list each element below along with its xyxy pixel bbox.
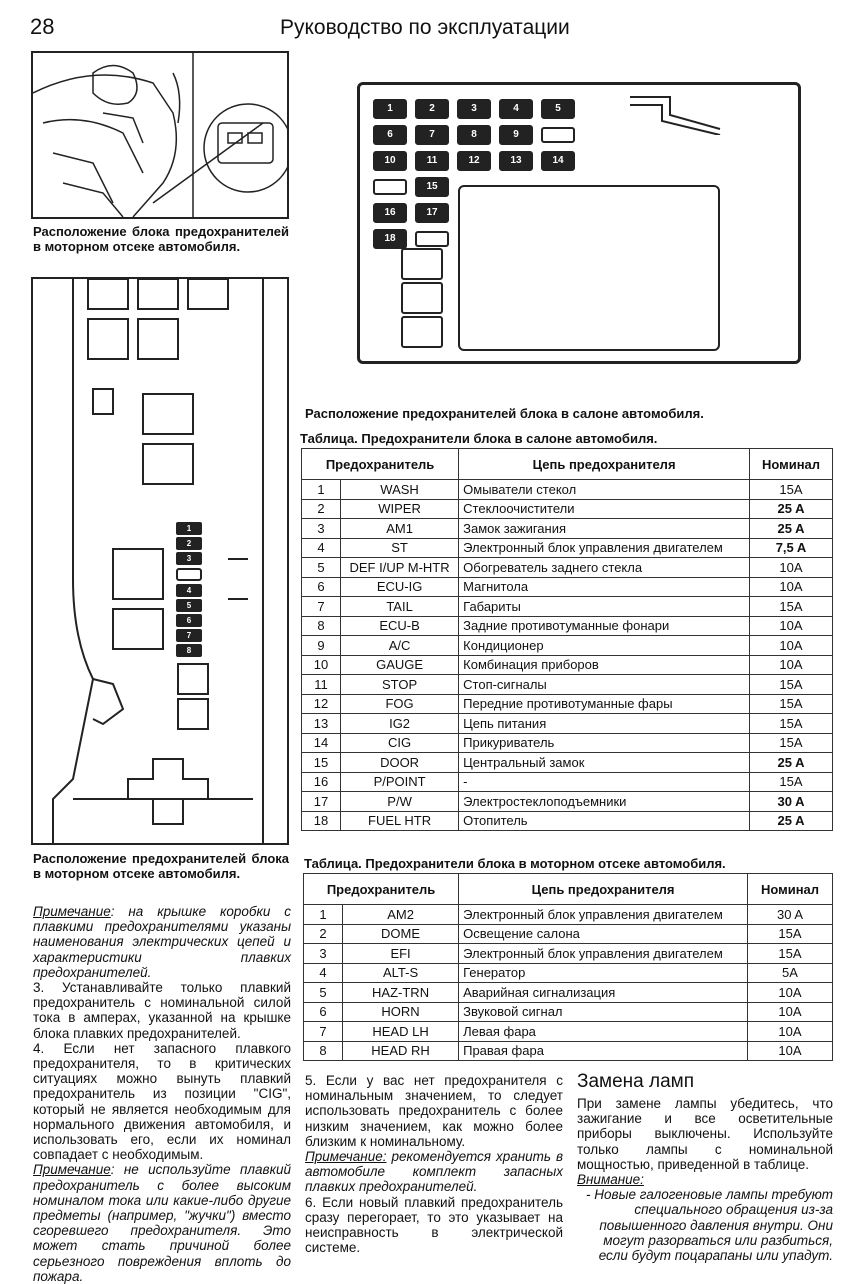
- engine-fuse-3: 3: [176, 552, 202, 565]
- fuse-rating: 10A: [748, 1022, 833, 1042]
- table-row: [302, 811, 833, 831]
- table-row: [304, 1022, 833, 1042]
- figure2-caption: Расположение предохранителей блока в моторном отсеке автомобиля.: [33, 851, 289, 881]
- col-header-circuit: Цепь предохранителя: [459, 874, 748, 905]
- fuse-name: EFI: [343, 944, 459, 964]
- col-header-circuit: Цепь предохранителя: [459, 449, 750, 480]
- note2-body: : не используйте плавкий предохранитель с более высоким номиналом тока или какие-либо другие предметы (например, "жучки") вместо сгоревшего предохранителя. Это может стать причиной более серьезного повреждения вплоть до пожара.: [33, 1162, 291, 1284]
- cabin-fuse-15: 15: [415, 177, 449, 197]
- cabin-fuse-9: 9: [499, 125, 533, 145]
- engine-table-caption: Таблица. Предохранители блока в моторном отсеке автомобиля.: [304, 856, 726, 871]
- fuse-circuit: Магнитола: [459, 577, 750, 597]
- table-row: [304, 1002, 833, 1022]
- fuse-rating: 15A: [750, 694, 833, 714]
- fuse-rating: 7,5 A: [750, 538, 833, 558]
- figure1-caption: Расположение блока предохранителей в моторном отсеке автомобиля.: [33, 224, 289, 254]
- engine-fuse-table: [303, 873, 833, 1061]
- table-row: [302, 733, 833, 753]
- fuse-rating: 15A: [750, 733, 833, 753]
- fuse-number: 10: [302, 655, 341, 675]
- col-header-rating: Номинал: [748, 874, 833, 905]
- fuse-name: ALT-S: [343, 963, 459, 983]
- relay-slot: [401, 316, 443, 348]
- col-header-fuse: Предохранитель: [302, 449, 459, 480]
- fuse-name: FOG: [341, 694, 459, 714]
- fuse-name: HEAD LH: [343, 1022, 459, 1042]
- table-row: [302, 499, 833, 519]
- fuse-rating: 10A: [748, 1002, 833, 1022]
- fuse-circuit: Цепь питания: [459, 714, 750, 734]
- cabin-fuse-16: 16: [373, 203, 407, 223]
- cabin-fuse-13: 13: [499, 151, 533, 171]
- fuse-name: GAUGE: [341, 655, 459, 675]
- fuse-name: HORN: [343, 1002, 459, 1022]
- fuse-rating: 15A: [750, 597, 833, 617]
- engine-fuse-7: 7: [176, 629, 202, 642]
- cabin-fuse-10: 10: [373, 151, 407, 171]
- fuse-name: P/W: [341, 792, 459, 812]
- fuse-circuit: Задние противотуманные фонари: [459, 616, 750, 636]
- fuse-name: ECU-IG: [341, 577, 459, 597]
- fuse-circuit: Габариты: [459, 597, 750, 617]
- fuse-name: DOME: [343, 924, 459, 944]
- table-row: [304, 963, 833, 983]
- fuse-number: 2: [304, 924, 343, 944]
- fuse-name: IG2: [341, 714, 459, 734]
- fuse-circuit: Электронный блок управления двигателем: [459, 538, 750, 558]
- fuse-name: FUEL HTR: [341, 811, 459, 831]
- fuse-rating: 10A: [748, 983, 833, 1003]
- engine-bay-figure: [31, 51, 289, 219]
- fuse-rating: 15A: [750, 675, 833, 695]
- fuse-circuit: Замок зажигания: [459, 519, 750, 539]
- table-row: [304, 905, 833, 925]
- fuse-name: HAZ-TRN: [343, 983, 459, 1003]
- engine-fuse-6: 6: [176, 614, 202, 627]
- warning-label: Внимание:: [577, 1172, 644, 1188]
- fuse-rating: 25 A: [750, 753, 833, 773]
- fuse-number: 4: [304, 963, 343, 983]
- fuse-rating: 10A: [750, 636, 833, 656]
- fuse-name: WIPER: [341, 499, 459, 519]
- fuse-number: 4: [302, 538, 341, 558]
- fuse-rating: 15A: [748, 944, 833, 964]
- fuse-rating: 25 A: [750, 811, 833, 831]
- fuse-number: 18: [302, 811, 341, 831]
- fuse-circuit: Обогреватель заднего стекла: [459, 558, 750, 578]
- fuse-circuit: Прикуриватель: [459, 733, 750, 753]
- col-header-rating: Номинал: [750, 449, 833, 480]
- item5: 5. Если у вас нет предохранителя с номинальным значением, то следует использовать предохранитель с более низким значением, как можно более близким к номинальному.: [305, 1073, 563, 1149]
- table-header-row: [304, 874, 833, 905]
- engine-bay-drawing: [33, 53, 287, 217]
- fuse-name: AM2: [343, 905, 459, 925]
- lamp-paragraph: При замене лампы убедитесь, что зажигание и все осветительные приборы выключены. Используйте только лампы с номинальной мощностью, приведенной в таблице.: [577, 1096, 833, 1172]
- fuse-rating: 10A: [748, 1041, 833, 1061]
- table-row: [302, 714, 833, 734]
- relay-module: [458, 185, 720, 351]
- right-text-column: [577, 1096, 833, 1263]
- table-row: [302, 597, 833, 617]
- note2: [33, 1162, 291, 1284]
- fuse-circuit: Аварийная сигнализация: [459, 983, 748, 1003]
- fuse-name: ST: [341, 538, 459, 558]
- cabin-fuse-6: 6: [373, 125, 407, 145]
- table-row: [302, 675, 833, 695]
- fuse-name: ECU-B: [341, 616, 459, 636]
- cabin-fuse-14: 14: [541, 151, 575, 171]
- fuse-circuit: Электростеклоподъемники: [459, 792, 750, 812]
- cabin-fuse-5: 5: [541, 99, 575, 119]
- cabin-fuse-1: 1: [373, 99, 407, 119]
- fuse-circuit: -: [459, 772, 750, 792]
- table-row: [302, 577, 833, 597]
- relay-slot: [401, 248, 443, 280]
- engine-fuse-2: 2: [176, 537, 202, 550]
- fuse-number: 8: [304, 1041, 343, 1061]
- note3-body: рекомендуется хранить в автомобиле комплект запасных плавких предохранителей.: [305, 1149, 563, 1195]
- fuse-number: 17: [302, 792, 341, 812]
- note3: [305, 1149, 563, 1195]
- fuse-circuit: Омыватели стекол: [459, 480, 750, 500]
- fuse-number: 12: [302, 694, 341, 714]
- engine-fuse-block-drawing: [33, 279, 287, 843]
- table-row: [302, 694, 833, 714]
- fuse-rating: 15A: [750, 714, 833, 734]
- cabin-fuse-slot: [373, 179, 407, 195]
- fuse-number: 7: [302, 597, 341, 617]
- fuse-circuit: Электронный блок управления двигателем: [459, 905, 748, 925]
- cabin-fuse-3: 3: [457, 99, 491, 119]
- cabin-fuse-7: 7: [415, 125, 449, 145]
- cabin-fuse-block-figure: [357, 82, 801, 364]
- warning-body: - Новые галогеновые лампы требуют специального обращения из-за повышенного давления внутри. Они могут разорваться или разбиться, если будут поцарапаны или упадут.: [586, 1187, 833, 1264]
- fuse-circuit: Звуковой сигнал: [459, 1002, 748, 1022]
- engine-fuse-slot: [176, 568, 202, 581]
- fuse-number: 5: [302, 558, 341, 578]
- fuse-number: 6: [304, 1002, 343, 1022]
- lamp-replacement-heading: Замена ламп: [577, 1071, 695, 1092]
- corner-bracket-drawing: [630, 95, 730, 135]
- middle-text-column: [305, 1073, 563, 1255]
- cabin-fuse-4: 4: [499, 99, 533, 119]
- engine-fuse-1: 1: [176, 522, 202, 535]
- fuse-name: TAIL: [341, 597, 459, 617]
- table-row: [302, 792, 833, 812]
- fuse-circuit: Электронный блок управления двигателем: [459, 944, 748, 964]
- table-row: [302, 636, 833, 656]
- fuse-name: DOOR: [341, 753, 459, 773]
- cabin-table-caption: Таблица. Предохранители блока в салоне автомобиля.: [300, 431, 658, 446]
- fuse-rating: 25 A: [750, 499, 833, 519]
- item6: 6. Если новый плавкий предохранитель сразу перегорает, то это указывает на неисправность в электрической системе.: [305, 1194, 563, 1256]
- fuse-circuit: Стоп-сигналы: [459, 675, 750, 695]
- table-row: [302, 538, 833, 558]
- table-row: [302, 480, 833, 500]
- fuse-name: WASH: [341, 480, 459, 500]
- table-row: [302, 772, 833, 792]
- fuse-number: 13: [302, 714, 341, 734]
- engine-fuse-block-figure: [31, 277, 289, 845]
- fuse-name: STOP: [341, 675, 459, 695]
- table-row: [304, 983, 833, 1003]
- fuse-name: AM1: [341, 519, 459, 539]
- engine-fuse-5: 5: [176, 599, 202, 612]
- cabin-fuse-2: 2: [415, 99, 449, 119]
- fuse-rating: 10A: [750, 616, 833, 636]
- fuse-number: 1: [304, 905, 343, 925]
- fuse-name: CIG: [341, 733, 459, 753]
- fuse-rating: 30 A: [750, 792, 833, 812]
- fuse-rating: 10A: [750, 577, 833, 597]
- table-row: [302, 616, 833, 636]
- fuse-rating: 10A: [750, 655, 833, 675]
- fuse-circuit: Комбинация приборов: [459, 655, 750, 675]
- fuse-number: 3: [304, 944, 343, 964]
- cabin-fuse-11: 11: [415, 151, 449, 171]
- note2-label: Примечание: [33, 1162, 111, 1178]
- cabin-fuse-slot: [415, 231, 449, 247]
- table-row: [302, 655, 833, 675]
- fuse-number: 3: [302, 519, 341, 539]
- fuse-name: A/C: [341, 636, 459, 656]
- col-header-fuse: Предохранитель: [304, 874, 459, 905]
- fuse-name: DEF I/UP M-HTR: [341, 558, 459, 578]
- fuse-rating: 15A: [750, 480, 833, 500]
- cabin-fuse-table: [301, 448, 833, 831]
- fuse-number: 6: [302, 577, 341, 597]
- fuse-rating: 15A: [750, 772, 833, 792]
- fuse-rating: 10A: [750, 558, 833, 578]
- fuse-circuit: Передние противотуманные фары: [459, 694, 750, 714]
- fuse-circuit: Кондиционер: [459, 636, 750, 656]
- fuse-circuit: Правая фара: [459, 1041, 748, 1061]
- fuse-circuit: Центральный замок: [459, 753, 750, 773]
- fuse-circuit: Стеклоочистители: [459, 499, 750, 519]
- figure3-caption: Расположение предохранителей блока в салоне автомобиля.: [305, 406, 704, 421]
- cabin-fuse-12: 12: [457, 151, 491, 171]
- note1: [33, 904, 291, 980]
- table-row: [302, 753, 833, 773]
- cabin-fuse-slot: [541, 127, 575, 143]
- fuse-name: P/POINT: [341, 772, 459, 792]
- table-row: [302, 558, 833, 578]
- table-header-row: [302, 449, 833, 480]
- table-row: [302, 519, 833, 539]
- table-row: [304, 924, 833, 944]
- fuse-circuit: Освещение салона: [459, 924, 748, 944]
- fuse-rating: 30 A: [748, 905, 833, 925]
- item4: 4. Если нет запасного плавкого предохранителя, то в критических ситуациях можно вынуть плавкий предохранитель из позиции "CIG", который не является необходимым для нормального движения автомобиля, и использовать его, если их номинал совпадает с необходимым.: [33, 1040, 291, 1163]
- engine-fuse-8: 8: [176, 644, 202, 657]
- note3-label: Примечание:: [305, 1149, 387, 1165]
- fuse-number: 15: [302, 753, 341, 773]
- fuse-number: 16: [302, 772, 341, 792]
- fuse-circuit: Генератор: [459, 963, 748, 983]
- engine-fuse-4: 4: [176, 584, 202, 597]
- fuse-number: 11: [302, 675, 341, 695]
- cabin-fuse-8: 8: [457, 125, 491, 145]
- fuse-number: 5: [304, 983, 343, 1003]
- fuse-rating: 5A: [748, 963, 833, 983]
- cabin-fuse-18: 18: [373, 229, 407, 249]
- fuse-rating: 25 A: [750, 519, 833, 539]
- fuse-name: HEAD RH: [343, 1041, 459, 1061]
- fuse-number: 14: [302, 733, 341, 753]
- table-row: [304, 1041, 833, 1061]
- table-row: [304, 944, 833, 964]
- fuse-number: 2: [302, 499, 341, 519]
- page-number: 28: [30, 14, 55, 39]
- fuse-number: 7: [304, 1022, 343, 1042]
- fuse-number: 1: [302, 480, 341, 500]
- fuse-rating: 15A: [748, 924, 833, 944]
- note1-label: Примечание: [33, 904, 111, 919]
- fuse-number: 8: [302, 616, 341, 636]
- cabin-fuse-17: 17: [415, 203, 449, 223]
- fuse-circuit: Левая фара: [459, 1022, 748, 1042]
- fuse-circuit: Отопитель: [459, 811, 750, 831]
- fuse-number: 9: [302, 636, 341, 656]
- note1-body: : на крышке коробки с плавкими предохранителями указаны наименования электрических цепей и характеристики плавких предохранителей.: [33, 904, 291, 980]
- relay-slot: [401, 282, 443, 314]
- left-text-column: [33, 904, 291, 1284]
- page-title: Руководство по эксплуатации: [280, 16, 570, 39]
- item3: 3. Устанавливайте только плавкий предохранитель с номинальной силой тока в амперах, указанной на крышке блока плавких предохранителей.: [33, 980, 291, 1041]
